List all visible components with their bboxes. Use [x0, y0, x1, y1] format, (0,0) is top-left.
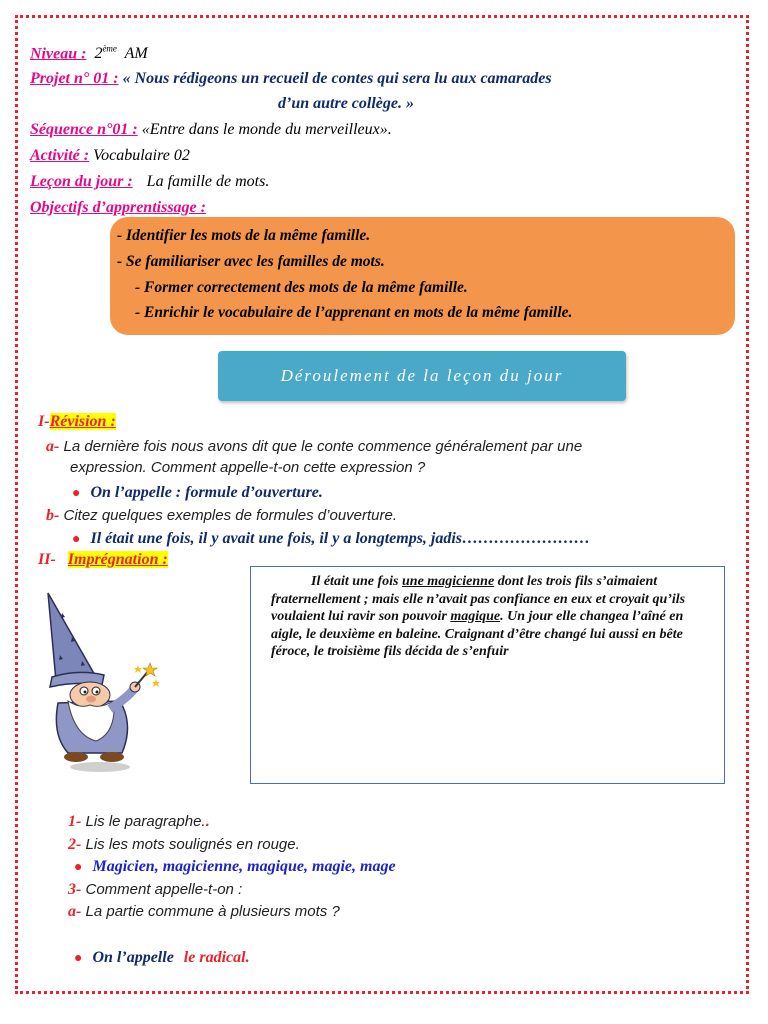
story-paragraph: Il était une fois une magicienne dont les trois fils s’aimaient fraternellement ; mais elle n’avait pas confiance en eux et croyait qu’ils voulaient lui ravir son pouvoir magique. Un jour elle changea l’aîné en aigle, le deuxième en baleine. Craignant d’être changé lui aussi en bête féroce, le troisième fils décida de s’enfuir: [250, 566, 725, 784]
lecon-value: La famille de mots.: [146, 173, 270, 190]
niveau-label: Niveau :: [30, 45, 87, 63]
activite-value: Vocabulaire 02: [93, 147, 190, 164]
question-2-answer: ● Magicien, magicienne, magique, magie, mage: [74, 858, 396, 875]
section-title: Déroulement de la leçon du jour: [218, 351, 626, 401]
impregnation-label: Imprégnation :: [67, 551, 168, 568]
lecon-label: Leçon du jour :: [30, 173, 133, 190]
activite-label: Activité :: [30, 147, 90, 164]
bullet-icon: ●: [74, 951, 83, 966]
sequence-line: [30, 121, 392, 139]
question-1: 1- Lis le paragraphe..: [68, 813, 210, 830]
projet-label: Projet n° 01 :: [30, 70, 119, 87]
impregnation-heading: II- Imprégnation :: [38, 551, 168, 568]
sequence-label: Séquence n°01 :: [30, 121, 138, 138]
revision-a-line2: expression. Comment appelle-t-on cette expression ?: [70, 459, 426, 476]
question-3: 3- Comment appelle-t-on :: [68, 881, 243, 898]
objectifs-label: Objectifs d’apprentissage :: [30, 199, 206, 216]
objective-item: - Former correctement des mots de la même famille.: [135, 279, 468, 296]
revision-b-line: b- Citez quelques exemples de formules d’ouverture.: [46, 507, 398, 524]
revision-b-answer: ● Il était une fois, il y avait une fois, il y a longtemps, jadis……………………: [72, 530, 591, 547]
revision-label: Révision :: [49, 413, 116, 430]
lecon-line: [30, 173, 269, 191]
sequence-value: «Entre dans le monde du merveilleux».: [141, 121, 392, 138]
niveau-line: [30, 44, 148, 63]
objective-item: - Identifier les mots de la même famille.: [117, 227, 371, 244]
niveau-value: 2ème AM: [94, 44, 148, 63]
underlined-word: magique: [450, 609, 501, 624]
objective-item: - Enrichir le vocabulaire de l’apprenant en mots de la même famille.: [135, 304, 573, 321]
projet-line: [30, 70, 552, 88]
underlined-word: une magicienne: [402, 574, 495, 589]
activite-line: [30, 147, 190, 165]
revision-heading: I-Révision :: [38, 413, 116, 430]
bullet-icon: ●: [72, 532, 81, 547]
revision-a-line1: a- La dernière fois nous avons dit que le conte commence généralement par une: [46, 438, 583, 455]
wizard-illustration: [38, 585, 168, 780]
projet-value-1: « Nous rédigeons un recueil de contes qui sera lu aux camarades: [122, 70, 552, 87]
final-answer: ● On l’appelle le radical.: [74, 949, 250, 966]
bullet-icon: ●: [72, 486, 81, 501]
revision-a-answer: ● On l’appelle : formule d’ouverture.: [72, 484, 323, 501]
objective-item: - Se familiariser avec les familles de mots.: [117, 253, 385, 270]
projet-value-2: d’un autre collège. »: [278, 95, 414, 112]
objectifs-line: [30, 199, 206, 217]
question-3a: a- La partie commune à plusieurs mots ?: [68, 903, 340, 920]
question-2: 2- Lis les mots soulignés en rouge.: [68, 836, 300, 853]
bullet-icon: ●: [74, 860, 83, 875]
